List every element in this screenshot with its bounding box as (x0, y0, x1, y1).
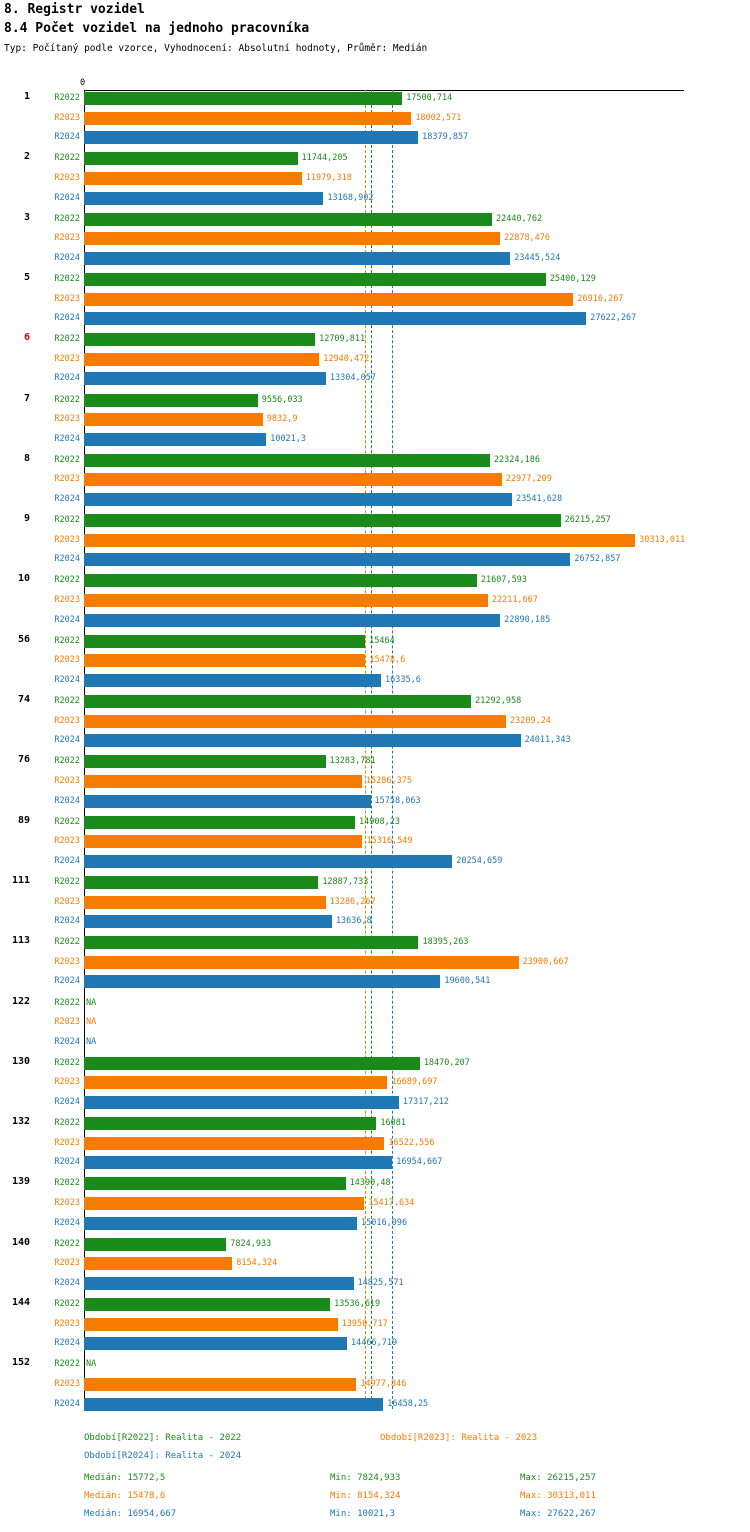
bar-value-label: 18395,263 (422, 937, 469, 948)
page-title-chart: 8.4 Počet vozidel na jednoho pracovníka (4, 21, 310, 36)
bar[interactable] (84, 755, 326, 768)
bar-value-label: 15417,634 (368, 1198, 415, 1208)
bar-value-label: 30313,011 (639, 534, 686, 545)
bar-value-na: NA (86, 1017, 97, 1028)
bar-value-label: 13168,902 (327, 192, 374, 203)
series-label: R2023 (54, 474, 80, 485)
series-label: R2023 (54, 1137, 80, 1148)
series-label: R2024 (54, 1217, 80, 1228)
series-label: R2024 (54, 1036, 80, 1047)
bar[interactable] (84, 1337, 347, 1350)
bar[interactable] (84, 1117, 376, 1130)
legend-item: Období[R2023]: Realita - 2023 (380, 1432, 538, 1443)
bar[interactable] (84, 1137, 384, 1150)
series-label: R2022 (54, 816, 80, 827)
bar-value-label: 13286,267 (329, 896, 376, 907)
series-label: R2024 (54, 1277, 80, 1288)
bar[interactable] (84, 1177, 346, 1190)
series-label: R2024 (54, 1097, 80, 1107)
series-label: R2023 (54, 1318, 80, 1329)
stat-median: Medián: 15478,6 (84, 1490, 166, 1501)
stat-median: Medián: 15772,5 (84, 1472, 166, 1483)
bar[interactable] (84, 273, 546, 286)
bar-value-label: 23445,524 (514, 252, 561, 263)
group-label: 111 (11, 874, 30, 886)
bar[interactable] (84, 1217, 357, 1230)
bar-value-label: 19600,541 (444, 976, 491, 987)
group-label: 76 (17, 754, 30, 766)
bar-value-label: 15016,996 (361, 1217, 408, 1228)
bar-value-label: 10021,3 (270, 433, 307, 444)
series-label: R2022 (54, 394, 80, 405)
bar[interactable] (84, 715, 506, 728)
bar[interactable] (84, 333, 315, 346)
stat-min: Min: 8154,324 (330, 1490, 401, 1501)
series-label: R2022 (54, 273, 80, 284)
median-line-r2024 (392, 90, 393, 1409)
bar-value-label: 13536,619 (334, 1299, 381, 1309)
bar-value-label: 26752,857 (574, 554, 621, 565)
legend-item: Období[R2022]: Realita - 2022 (84, 1432, 242, 1443)
bar[interactable] (84, 213, 492, 226)
series-label: R2024 (54, 614, 80, 625)
bar-value-label: 12709,811 (319, 334, 366, 345)
series-label: R2023 (54, 293, 80, 304)
bar-value-label: 16458,25 (387, 1398, 429, 1409)
bar[interactable] (84, 674, 381, 687)
group-label: 8 (23, 452, 30, 464)
series-label: R2023 (54, 655, 80, 666)
series-label: R2024 (54, 1398, 80, 1409)
bar[interactable] (84, 1398, 383, 1411)
series-label: R2022 (54, 454, 80, 465)
bar-value-label: 16522,556 (388, 1137, 435, 1148)
bar[interactable] (84, 816, 355, 829)
bar-value-label: 15316,549 (366, 836, 413, 847)
group-label: 5 (23, 271, 30, 283)
group-label: 122 (11, 995, 30, 1007)
bar-value-label: 22878,476 (503, 233, 551, 244)
bar[interactable] (84, 433, 266, 446)
bar[interactable] (84, 394, 258, 407)
median-line-r2023 (365, 90, 366, 1409)
series-label: R2022 (54, 575, 80, 586)
bar[interactable] (84, 956, 519, 969)
series-label: R2022 (54, 1299, 80, 1309)
series-label: R2023 (54, 1017, 80, 1028)
bar-value-label: 14466,719 (351, 1338, 398, 1349)
bar[interactable] (84, 915, 332, 928)
bar[interactable] (84, 192, 323, 205)
bar-value-label: 16689,697 (391, 1077, 438, 1088)
series-label: R2024 (54, 252, 80, 263)
group-label: 2 (23, 151, 30, 163)
bar[interactable] (84, 654, 365, 667)
series-label: R2024 (54, 976, 80, 987)
series-label: R2022 (54, 1118, 80, 1129)
group-label: 3 (23, 211, 30, 223)
bar[interactable] (84, 1096, 399, 1109)
bar[interactable] (84, 1238, 226, 1251)
series-label: R2022 (54, 1057, 80, 1068)
bar-value-label: 17500,714 (406, 93, 453, 103)
series-label: R2022 (54, 756, 80, 767)
group-label: 130 (11, 1055, 30, 1067)
series-label: R2022 (54, 213, 80, 224)
group-label: 132 (11, 1116, 30, 1128)
bar[interactable] (84, 112, 411, 125)
stat-max: Max: 26215,257 (520, 1472, 596, 1483)
bar-value-label: 20254,659 (456, 855, 503, 866)
bar-value-label: 23900,667 (522, 956, 569, 967)
page-title-section: 8. Registr vozidel (4, 2, 145, 17)
series-label: R2024 (54, 795, 80, 806)
bar-value-label: 16081 (380, 1118, 406, 1129)
series-label: R2024 (54, 855, 80, 866)
bar-value-label: 14390,48 (349, 1178, 391, 1189)
group-label: 144 (11, 1297, 30, 1308)
group-label: 152 (11, 1357, 30, 1369)
bar-value-label: 18002,571 (415, 112, 462, 123)
series-label: R2024 (54, 916, 80, 927)
series-label: R2022 (54, 997, 80, 1008)
bar[interactable] (84, 1156, 392, 1169)
bar-value-label: 9832,9 (266, 414, 298, 425)
bar[interactable] (84, 172, 302, 185)
bar-value-label: 26916,267 (577, 293, 624, 304)
axis-line-top (84, 90, 684, 91)
series-label: R2022 (54, 334, 80, 345)
series-label: R2023 (54, 112, 80, 123)
bar[interactable] (84, 876, 318, 889)
bar[interactable] (84, 353, 319, 366)
series-label: R2024 (54, 1338, 80, 1349)
group-label: 10 (17, 573, 30, 585)
axis-line-left (84, 90, 85, 1409)
bar-value-label: 15478,6 (369, 655, 406, 666)
bar[interactable] (84, 695, 471, 708)
group-label: 113 (11, 935, 30, 947)
bar[interactable] (84, 252, 510, 265)
series-label: R2023 (54, 172, 80, 183)
series-label: R2024 (54, 1157, 80, 1168)
series-label: R2024 (54, 735, 80, 746)
bar-value-na: NA (86, 1359, 97, 1370)
group-label: 139 (11, 1176, 30, 1188)
bar[interactable] (84, 131, 418, 144)
bar-value-label: 22977,209 (505, 474, 552, 485)
series-label: R2022 (54, 635, 80, 646)
bar-value-label: 26215,257 (564, 515, 611, 526)
bar-value-label: 18379,857 (422, 132, 469, 143)
series-label: R2023 (54, 1378, 80, 1389)
series-label: R2023 (54, 414, 80, 425)
bar-value-label: 13636,8 (335, 916, 372, 927)
bar-value-label: 13283,781 (329, 756, 376, 767)
bar-value-na: NA (86, 997, 97, 1008)
bar[interactable] (84, 936, 418, 949)
group-label: 9 (23, 513, 30, 525)
series-label: R2023 (54, 896, 80, 907)
series-label: R2024 (54, 313, 80, 324)
bar-value-label: 25400,129 (549, 273, 596, 284)
series-label: R2023 (54, 1258, 80, 1269)
bar-value-label: 23209,24 (509, 715, 551, 726)
series-label: R2022 (54, 153, 80, 164)
stat-min: Min: 10021,3 (330, 1508, 396, 1519)
series-label: R2023 (54, 715, 80, 726)
series-label: R2023 (54, 233, 80, 244)
series-label: R2023 (54, 1077, 80, 1088)
bar-value-label: 13950,717 (341, 1318, 388, 1329)
series-label: R2022 (54, 515, 80, 526)
series-label: R2024 (54, 433, 80, 444)
bar-value-label: 22211,667 (491, 595, 538, 605)
bar[interactable] (84, 734, 521, 747)
series-label: R2022 (54, 1238, 80, 1249)
bar[interactable] (84, 514, 561, 527)
bar-value-label: 21292,958 (475, 696, 522, 706)
series-label: R2023 (54, 1198, 80, 1208)
bar-value-label: 11744,205 (301, 153, 348, 164)
bar[interactable] (84, 553, 570, 566)
bar-value-label: 12887,733 (322, 876, 369, 887)
bar[interactable] (84, 473, 502, 486)
bar-value-label: 27622,267 (590, 313, 637, 324)
group-label: 1 (23, 91, 30, 102)
group-label: 6 (23, 332, 30, 344)
bar[interactable] (84, 1057, 420, 1070)
series-label: R2022 (54, 937, 80, 948)
stat-max: Max: 30313,011 (520, 1490, 596, 1501)
bar-value-label: 15286,375 (365, 775, 412, 786)
bar[interactable] (84, 896, 326, 909)
bar[interactable] (84, 795, 371, 808)
group-label: 89 (17, 814, 30, 826)
bar[interactable] (84, 1277, 354, 1290)
axis-zero-label: 0 (80, 78, 86, 88)
stat-max: Max: 27622,267 (520, 1508, 596, 1519)
bar[interactable] (84, 92, 402, 105)
bar-value-label: 15464 (369, 635, 395, 646)
bar-value-label: 9556,033 (261, 394, 303, 405)
bar-value-label: 16335,6 (385, 674, 421, 685)
legend-item: Období[R2024]: Realita - 2024 (84, 1450, 242, 1461)
bar[interactable] (84, 454, 490, 467)
group-label: 7 (23, 392, 30, 404)
group-label: 74 (17, 694, 30, 705)
bar[interactable] (84, 493, 512, 506)
bar-value-label: 22890,185 (504, 614, 551, 625)
bar-value-label: 14825,571 (357, 1277, 404, 1288)
bar[interactable] (84, 835, 362, 848)
series-label: R2024 (54, 674, 80, 685)
series-label: R2023 (54, 775, 80, 786)
bar[interactable] (84, 614, 500, 627)
group-label: 140 (11, 1236, 30, 1248)
bar-value-label: 14977,846 (360, 1378, 407, 1389)
bar-value-label: 17317,212 (402, 1097, 449, 1107)
bar[interactable] (84, 594, 488, 607)
bar[interactable] (84, 232, 500, 245)
bar[interactable] (84, 1197, 364, 1210)
bar-value-label: 22324,186 (493, 454, 540, 465)
bar[interactable] (84, 413, 263, 426)
bar-value-label: 14908,23 (359, 816, 400, 827)
series-label: R2023 (54, 836, 80, 847)
bar[interactable] (84, 372, 326, 385)
bar[interactable] (84, 312, 586, 325)
bar[interactable] (84, 1076, 387, 1089)
series-label: R2022 (54, 876, 80, 887)
bar-value-label: 22440,762 (496, 213, 543, 224)
series-label: R2022 (54, 696, 80, 706)
bar-value-label: 23541,628 (516, 494, 563, 504)
series-label: R2023 (54, 595, 80, 605)
bar-value-label: 11979,318 (305, 172, 352, 183)
stat-median: Medián: 16954,667 (84, 1508, 177, 1519)
bar[interactable] (84, 574, 477, 587)
bar[interactable] (84, 1318, 338, 1331)
bar-value-label: 24011,343 (524, 735, 571, 746)
bar[interactable] (84, 152, 298, 165)
series-label: R2024 (54, 132, 80, 143)
chart-subtitle: Typ: Počítaný podle vzorce, Vyhodnocení: Absolutní hodnoty, Průměr: Medián (4, 43, 428, 54)
bar-value-label: 18470,207 (423, 1057, 470, 1068)
series-label: R2024 (54, 373, 80, 384)
bar[interactable] (84, 1298, 330, 1311)
bar[interactable] (84, 775, 362, 788)
bar[interactable] (84, 1257, 232, 1270)
bar[interactable] (84, 635, 365, 648)
bar[interactable] (84, 975, 440, 988)
series-label: R2022 (54, 93, 80, 103)
bar-value-label: 21607,593 (480, 575, 527, 586)
series-label: R2024 (54, 554, 80, 565)
bar-value-label: 8154,324 (236, 1258, 278, 1269)
group-label: 56 (17, 633, 30, 645)
bar-value-label: 12940,472 (323, 353, 370, 364)
series-label: R2024 (54, 494, 80, 504)
bar[interactable] (84, 293, 573, 306)
bar-value-label: 7824,933 (230, 1238, 272, 1249)
series-label: R2023 (54, 956, 80, 967)
bar-value-label: 15758,063 (374, 795, 421, 806)
bar[interactable] (84, 1378, 356, 1391)
stat-min: Min: 7824,933 (330, 1472, 401, 1483)
bar[interactable] (84, 534, 635, 547)
series-label: R2022 (54, 1359, 80, 1370)
series-label: R2024 (54, 192, 80, 203)
bar-value-label: 16954,667 (396, 1157, 443, 1168)
series-label: R2023 (54, 353, 80, 364)
median-line-r2022 (371, 90, 372, 1409)
bar-value-label: 13304,057 (329, 373, 376, 384)
bar-value-na: NA (86, 1036, 97, 1047)
series-label: R2023 (54, 534, 80, 545)
bar[interactable] (84, 855, 452, 868)
series-label: R2022 (54, 1178, 80, 1189)
